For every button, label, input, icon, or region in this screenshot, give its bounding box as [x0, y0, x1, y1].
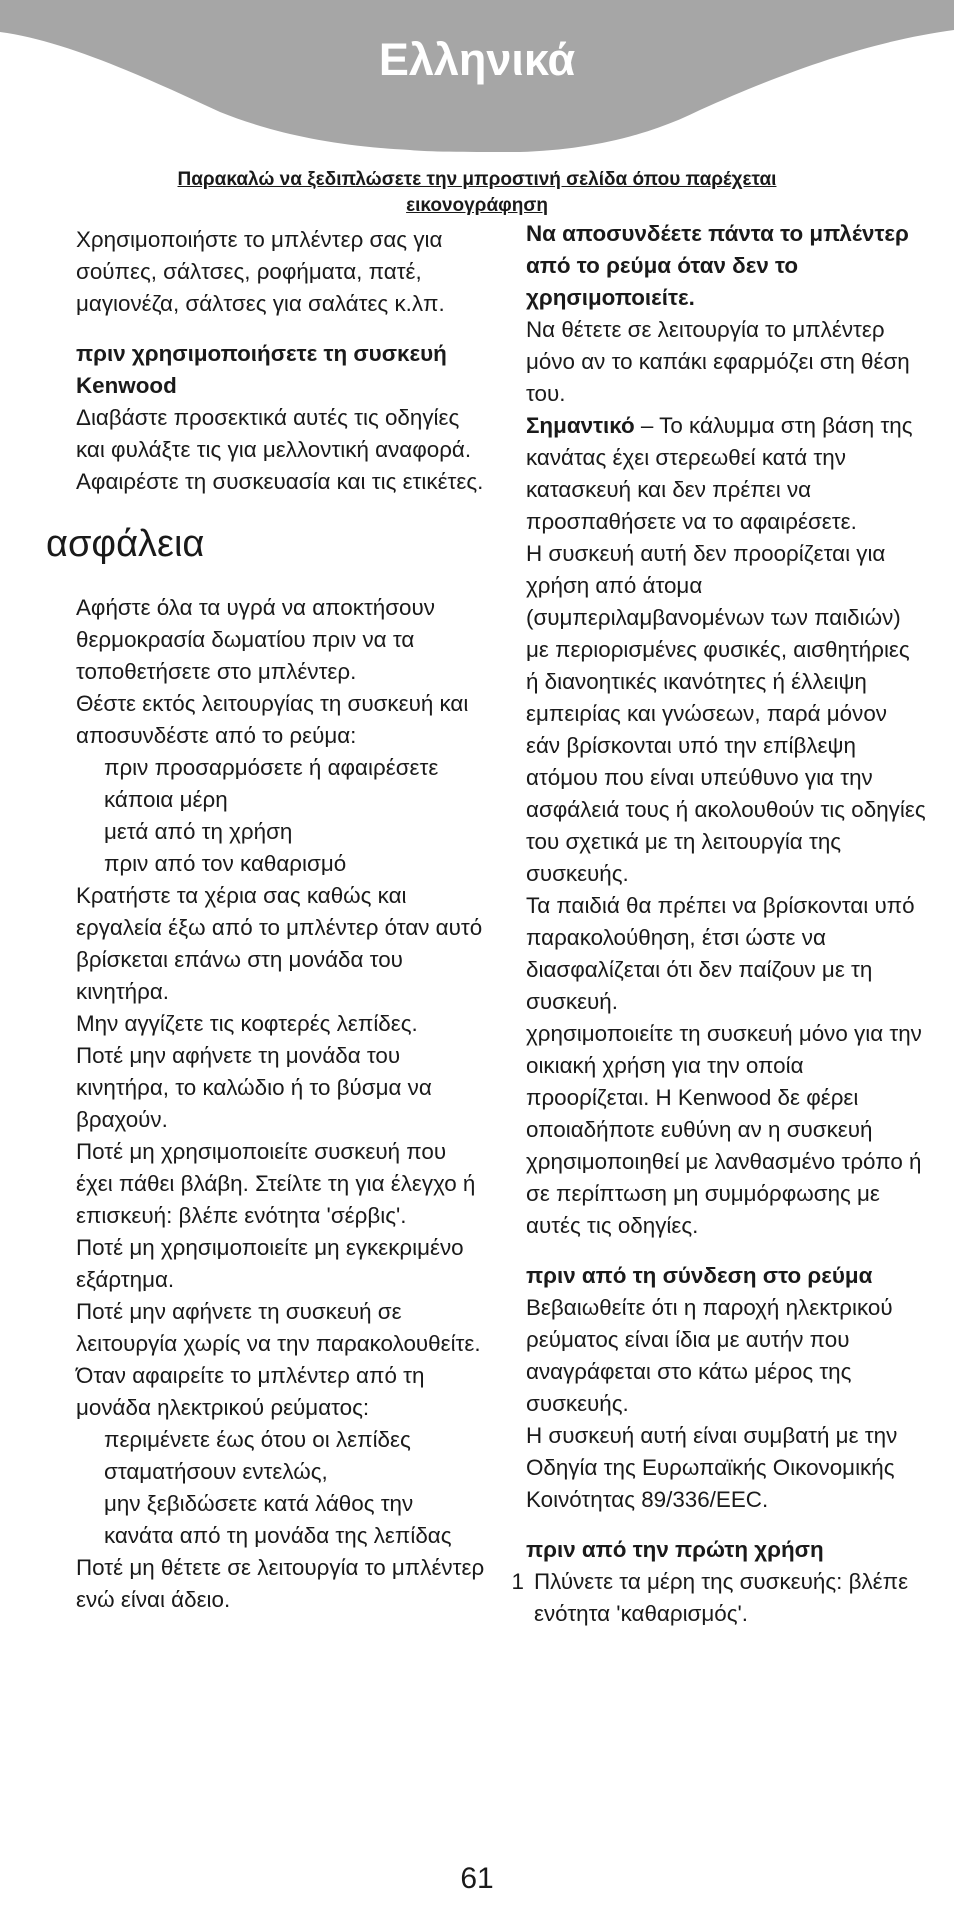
fold-out-notice — [110, 167, 844, 219]
safety-subitem: μετά από τη χρήση — [104, 819, 293, 844]
safety-subitem: πριν από τον καθαρισμό — [104, 851, 347, 876]
children-note: Τα παιδιά θα πρέπει να βρίσκονται υπό παρακολούθηση, έτσι ώστε να διασφαλίζεται ότι δεν παίζουν με τη συσκευή. — [526, 893, 915, 1014]
notice-line-1: Παρακαλώ να ξεδιπλώσετε την μπροστινή σελίδα όπου παρέχεται — [177, 169, 777, 190]
safety-item-switch-off: Θέστε εκτός λειτουργίας τη συσκευή και αποσυνδέστε από το ρεύμα: — [76, 691, 469, 748]
important-text: – Το κάλυμμα στη βάση της κανάτας έχει στερεωθεί κατά την κατασκευή και δεν πρέπει να προσπαθήσετε να το αφαιρέσετε. — [526, 413, 913, 534]
step-number: 1 — [511, 1569, 524, 1594]
household-note: χρησιμοποιείτε τη συσκευή μόνο για την οικιακή χρήση για την οποία προορίζεται. Η Kenwood δε φέρει οποιαδήποτε ευθύνη αν η συσκευή χρησιμοποιηθεί με λανθασμένο τρόπο ή σε περίπτωση μη συμμόρφωσης με αυτές τις οδηγίες. — [526, 1021, 922, 1238]
important-label: Σημαντικό — [526, 413, 635, 438]
not-intended-note: Η συσκευή αυτή δεν προορίζεται για χρήση από άτομα (συμπεριλαμβανομένων των παιδιών) με περιορισμένες φυσικές, αισθητήριες ή διανοητικές ικανότητες ή έλλειψη εμπειρίας και γνώσεων, παρά μόνον εάν βρίσκονται υπό την επίβλεψη ατόμου που είναι υπεύθυνο για την ασφάλειά τους ή ακολουθούν τις οδηγίες του σχετικά με τη λειτουργία της συσκευής. — [526, 541, 926, 886]
safety-item-damaged: Ποτέ μη χρησιμοποιείτε συσκευή που έχει πάθει βλάβη. Στείλτε τη για έλεγχο ή επισκευή: βλέπε ενότητα 'σέρβις'. — [76, 1139, 476, 1228]
before-use-item: Διαβάστε προσεκτικά αυτές τις οδηγίες και φυλάξτε τις για μελλοντική αναφορά. — [76, 405, 472, 462]
language-title: Ελληνικά — [378, 34, 576, 85]
safety-item-attachments: Ποτέ μη χρησιμοποιείτε μη εγκεκριμένο εξάρτημα. — [76, 1235, 464, 1292]
first-use-step — [511, 1566, 926, 1630]
safety-subitem: πριν προσαρμόσετε ή αφαιρέσετε κάποια μέρη — [104, 755, 439, 812]
before-use-item: Αφαιρέστε τη συσκευασία και τις ετικέτες. — [76, 469, 484, 494]
safety-subitem: περιμένετε έως ότου οι λεπίδες σταματήσουν εντελώς, — [104, 1427, 411, 1484]
step-text: Πλύνετε τα μέρη της συσκευής: βλέπε ενότητα 'καθαρισμός'. — [534, 1569, 909, 1626]
important-note — [526, 410, 926, 538]
safety-item-removing: Όταν αφαιρείτε το μπλέντερ από τη μονάδα ηλεκτρικού ρεύματος: — [76, 1363, 425, 1420]
safety-title: ασφάλεια — [46, 523, 205, 565]
safety-item-blades: Μην αγγίζετε τις κοφτερές λεπίδες. — [76, 1011, 418, 1036]
notice-line-2: εικονογράφηση — [406, 195, 548, 216]
safety-item-liquids: Αφήστε όλα τα υγρά να αποκτήσουν θερμοκρασία δωματίου πριν να τα τοποθετήσετε στο μπλέντερ. — [76, 595, 435, 684]
left-column — [46, 224, 486, 1616]
safety-item-hands: Κρατήστε τα χέρια σας καθώς και εργαλεία έξω από το μπλέντερ όταν αυτό βρίσκεται επάνω στη μονάδα του κινητήρα. — [76, 883, 483, 1004]
before-plugging-heading: πριν από τη σύνδεση στο ρεύμα — [526, 1263, 873, 1288]
safety-item-unattended: Ποτέ μην αφήνετε τη συσκευή σε λειτουργία χωρίς να την παρακολουθείτε. — [76, 1299, 481, 1356]
lid-warning: Να θέτετε σε λειτουργία το μπλέντερ μόνο αν το καπάκι εφαρμόζει στη θέση του. — [526, 317, 910, 406]
unplug-warning: Να αποσυνδέετε πάντα το μπλέντερ από το ρεύμα όταν δεν το χρησιμοποιείτε. — [526, 221, 909, 310]
first-use-heading: πριν από την πρώτη χρήση — [526, 1537, 824, 1562]
page-number: 61 — [460, 1862, 494, 1895]
before-plugging-item: Βεβαιωθείτε ότι η παροχή ηλεκτρικού ρεύματος είναι ίδια με αυτήν που αναγράφεται στο κάτω μέρος της συσκευής. — [526, 1295, 893, 1416]
safety-item-wet: Ποτέ μην αφήνετε τη μονάδα του κινητήρα, το καλώδιο ή το βύσμα να βραχούν. — [76, 1043, 432, 1132]
right-column — [511, 218, 926, 1630]
before-use-heading: πριν χρησιμοποιήσετε τη συσκευή Kenwood — [76, 341, 447, 398]
safety-subitem: μην ξεβιδώσετε κατά λάθος την κανάτα από τη μονάδα της λεπίδας — [104, 1491, 452, 1548]
intro-text: Χρησιμοποιήστε το μπλέντερ σας για σούπες, σάλτσες, ροφήματα, πατέ, μαγιονέζα, σάλτσες για σαλάτες κ.λπ. — [76, 227, 445, 316]
safety-item-empty: Ποτέ μη θέτετε σε λειτουργία το μπλέντερ ενώ είναι άδειο. — [76, 1555, 485, 1612]
before-plugging-item: Η συσκευή αυτή είναι συμβατή με την Οδηγία της Ευρωπαϊκής Οικονομικής Κοινότητας 89/336/EEC. — [526, 1423, 898, 1512]
